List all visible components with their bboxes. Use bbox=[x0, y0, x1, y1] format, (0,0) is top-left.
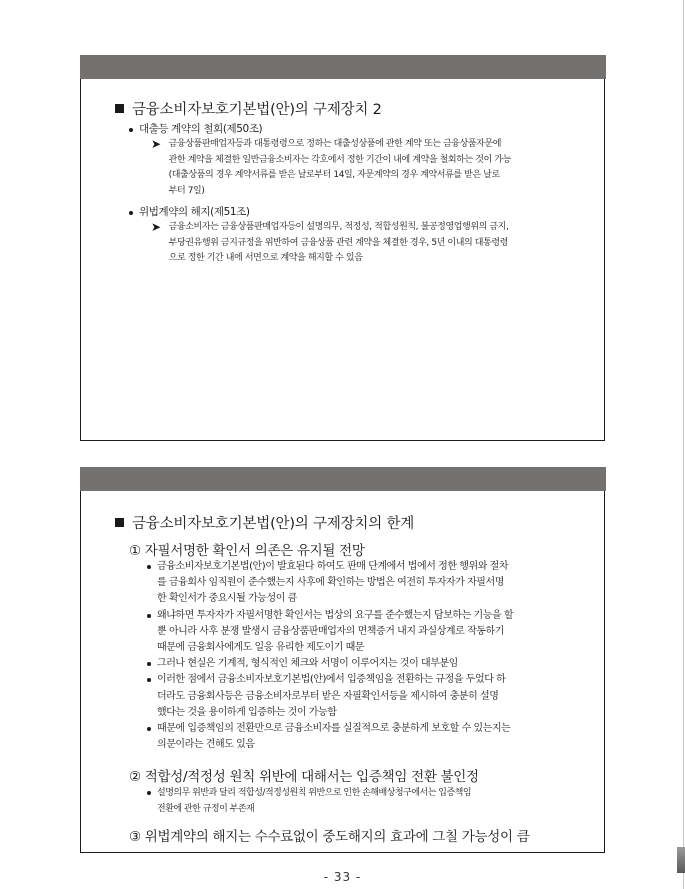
bullet-dot-icon bbox=[147, 727, 151, 731]
text-line: 를 금융회사 임직원이 준수했는지 사후에 확인하는 방법은 여전히 투자자가 자필서명 bbox=[157, 577, 504, 589]
text-line: 때문에 입증책임의 전환만으로 금융소비자를 실질적으로 충분하게 보호할 수 있는지는 bbox=[157, 723, 511, 735]
bullet-dot-icon bbox=[129, 211, 133, 215]
section-heading-text: 위법계약의 해지(제51조) bbox=[139, 206, 250, 218]
text-line: 으로 정한 기간 내에 서면으로 계약을 해지할 수 있음 bbox=[168, 253, 363, 263]
slide-title bbox=[115, 98, 604, 119]
point-heading: ② 적합성/적정성 원칙 위반에 대해서는 입증책임 전환 불인정 bbox=[129, 769, 479, 785]
arrow-item bbox=[151, 137, 604, 199]
page-number: - 33 - bbox=[323, 870, 362, 884]
text-line: (대출상품의 경우 계약서류를 받은 날로부터 14일, 자문계약의 경우 계약서류를 받은 날로 bbox=[168, 170, 500, 180]
text-line: 부터 7일) bbox=[168, 185, 205, 196]
arrow-bullet-icon: ➤ bbox=[151, 137, 161, 151]
slide-2 bbox=[80, 467, 605, 853]
text-line: 왜냐하면 투자자가 자필서명한 확인서는 법상의 요구를 준수했는지 담보하는 기능을 할 bbox=[157, 609, 514, 621]
slide-1 bbox=[80, 55, 605, 441]
text-line: 의문이라는 견해도 있음 bbox=[157, 739, 255, 751]
text-line: 금융소비자보호기본법(안)이 발효된다 하여도 판매 단계에서 법에서 정한 행위와 절차 bbox=[157, 561, 509, 572]
square-bullet-icon bbox=[115, 104, 124, 113]
text-line: 이러한 점에서 금융소비자보호기본법(안)에서 입증책임을 전환하는 규정을 두었다 하 bbox=[157, 674, 506, 686]
text-line: 한 확인서가 중요시될 가능성이 큼 bbox=[157, 593, 297, 605]
bullet-dot-icon bbox=[129, 128, 133, 132]
point-heading: ① 자필서명한 확인서 의존은 유지될 전망 bbox=[129, 543, 365, 559]
text-line: 관한 계약을 체결한 일반금융소비자는 각호에서 정한 기간이 내에 계약을 철회하는 것이 가능 bbox=[168, 154, 511, 165]
bullet-item bbox=[147, 608, 604, 657]
slide-header-band bbox=[80, 55, 606, 79]
bullet-item bbox=[147, 672, 604, 721]
text-line: 그러나 현실은 기계적, 형식적인 체크와 서명이 이루어지는 것이 대부분임 bbox=[157, 658, 458, 670]
text-line: 금융소비자는 금융상품판매업자등이 설명의무, 적정성, 적합성원칙, 불공정영업행위의 금지, bbox=[168, 222, 509, 232]
slide-title-text: 금융소비자보호기본법(안)의 구제장치 2 bbox=[132, 102, 382, 118]
bullet-dot-icon bbox=[147, 791, 151, 795]
slide-header-band bbox=[80, 467, 606, 491]
text-line: 했다는 것을 용이하게 입증하는 것이 가능함 bbox=[157, 706, 337, 718]
slide-title bbox=[115, 512, 604, 533]
bullet-item bbox=[147, 559, 604, 608]
section-heading bbox=[129, 122, 604, 137]
text-line: 뿐 아니라 사후 분쟁 발생시 금융상품판매업자의 면책증거 내지 과실상계로 작동하기 bbox=[157, 625, 504, 637]
arrow-item bbox=[151, 220, 604, 267]
text-line: 금융상품판매업자등과 대통령령으로 정하는 대출성상품에 관한 계약 또는 금융상품자문에 bbox=[168, 139, 502, 149]
bullet-dot-icon bbox=[147, 678, 151, 682]
section-heading bbox=[129, 205, 604, 220]
point-heading: ③ 위법계약의 해지는 수수료없이 중도해지의 효과에 그칠 가능성이 큼 bbox=[129, 829, 530, 845]
section-heading-text: 대출등 계약의 철회(제50조) bbox=[139, 123, 263, 135]
bullet-item bbox=[147, 785, 604, 817]
bullet-item bbox=[147, 721, 604, 753]
slide-title-text: 금융소비자보호기본법(안)의 구제장치의 한계 bbox=[132, 516, 415, 532]
bullet-dot-icon bbox=[147, 662, 151, 666]
text-line: 설명의무 위반과 달리 적합성/적정성원칙 위반으로 인한 손해배상청구에서는 입증책임 bbox=[157, 788, 472, 798]
text-line: 전환에 관한 규정이 부존재 bbox=[157, 804, 255, 815]
bullet-dot-icon bbox=[147, 614, 151, 618]
page-edge-line bbox=[683, 0, 684, 889]
bullet-dot-icon bbox=[147, 565, 151, 569]
text-line: 더라도 금융회사등은 금융소비자로부터 받은 자필확인서등을 제시하여 충분히 설명 bbox=[157, 690, 499, 702]
text-line: 부당권유행위 금지규정을 위반하여 금융상품 관련 계약을 체결한 경우, 5년 이내의 대통령령 bbox=[168, 237, 508, 248]
bullet-item bbox=[147, 656, 604, 672]
arrow-bullet-icon: ➤ bbox=[151, 220, 161, 234]
square-bullet-icon bbox=[115, 518, 124, 527]
text-line: 때문에 금융회사에게도 일응 유리한 제도이기 때문 bbox=[157, 642, 365, 654]
